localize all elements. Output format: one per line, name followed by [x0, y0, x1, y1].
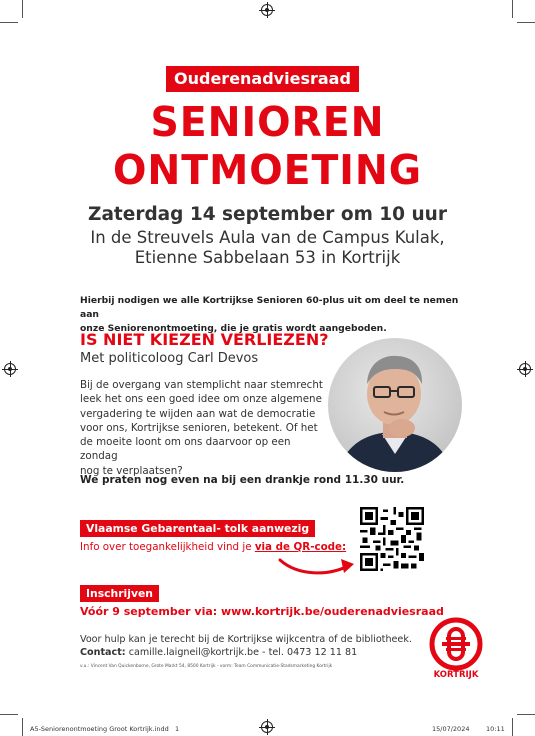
help-line: Voor hulp kan je terecht bij de Kortrijkse wijkcentra of de bibliotheek.	[80, 634, 412, 645]
organization-badge: Ouderenadviesraad	[166, 66, 359, 92]
registration-line[interactable]: Vóór 9 september via: www.kortrijk.be/ouderenadviesraad	[80, 605, 444, 618]
sign-language-badge: Vlaamse Gebarentaal- tolk aanwezig	[80, 520, 315, 537]
speaker-photo	[328, 338, 462, 472]
topic-body-line: nog te verplaatsen?	[80, 464, 183, 477]
title-line-1: SENIOREN	[150, 98, 385, 146]
topic-body-line: leek het ons een goed idee om onze algemene	[80, 393, 322, 406]
event-location-line-1: In de Streuvels Aula van de Campus Kulak,	[90, 228, 445, 247]
publisher-line: v.u.: Vincent Van Quickenborne, Grote Markt 54, 8500 Kortrijk - vorm: Team Communicatie-Stadsmarketing Kortrijk	[80, 664, 333, 669]
speaker-portrait-illustration	[328, 338, 462, 472]
accessibility-info-text: Info over toegankelijkheid vind je	[80, 541, 255, 553]
kortrijk-logo-text: KORTRIJK	[433, 670, 479, 680]
topic-subheading: Met politicoloog Carl Devos	[80, 351, 259, 366]
invite-line-1: Hierbij nodigen we alle Kortrijkse Senioren 60-plus uit om deel te nemen aan	[80, 295, 459, 320]
registration-mark-bottom	[261, 721, 273, 733]
registration-badge: Inschrijven	[80, 585, 159, 602]
topic-body-line: Bij de overgang van stemplicht naar stemrecht	[80, 379, 323, 391]
event-date: Zaterdag 14 september om 10 uur	[88, 204, 447, 225]
contact-line	[80, 647, 357, 658]
topic-body-line: vergadering te wijden aan wat de democratie	[80, 407, 316, 420]
registration-mark-top	[261, 4, 273, 16]
event-location-line-2: Etienne Sabbelaan 53 in Kortrijk	[134, 248, 401, 267]
title-line-2: ONTMOETING	[112, 146, 423, 194]
drink-note: We praten nog even na bij een drankje rond 11.30 uur.	[80, 474, 405, 486]
qr-code-link[interactable]: via de QR-code:	[254, 541, 347, 553]
accessibility-info	[80, 541, 346, 553]
invite-line-2: onze Seniorenontmoeting, die je gratis wordt aangeboden.	[80, 323, 387, 334]
contact-label: Contact:	[80, 647, 126, 658]
topic-heading: IS NIET KIEZEN VERLIEZEN?	[80, 330, 329, 349]
slug-time: 10:11	[486, 725, 505, 733]
registration-mark-right	[519, 363, 531, 375]
slug-date: 15/07/2024	[432, 725, 470, 733]
contact-value[interactable]: camille.laigneil@kortrijk.be - tel. 0473 12 11 81	[125, 647, 358, 658]
registration-mark-left	[4, 363, 16, 375]
arrow-to-qr-icon	[278, 554, 358, 584]
kortrijk-logo-icon	[428, 616, 484, 672]
topic-body-line: de moeite loont om ons daarvoor op een zondag	[80, 436, 291, 463]
topic-body	[80, 378, 330, 478]
qr-code[interactable]	[360, 507, 424, 571]
file-slug: A5-Seniorenontmoeting Groot Kortrijk.indd 1	[30, 725, 180, 733]
topic-body-line: voor ons, Kortrijkse senioren, betekent. Of het	[80, 421, 318, 434]
